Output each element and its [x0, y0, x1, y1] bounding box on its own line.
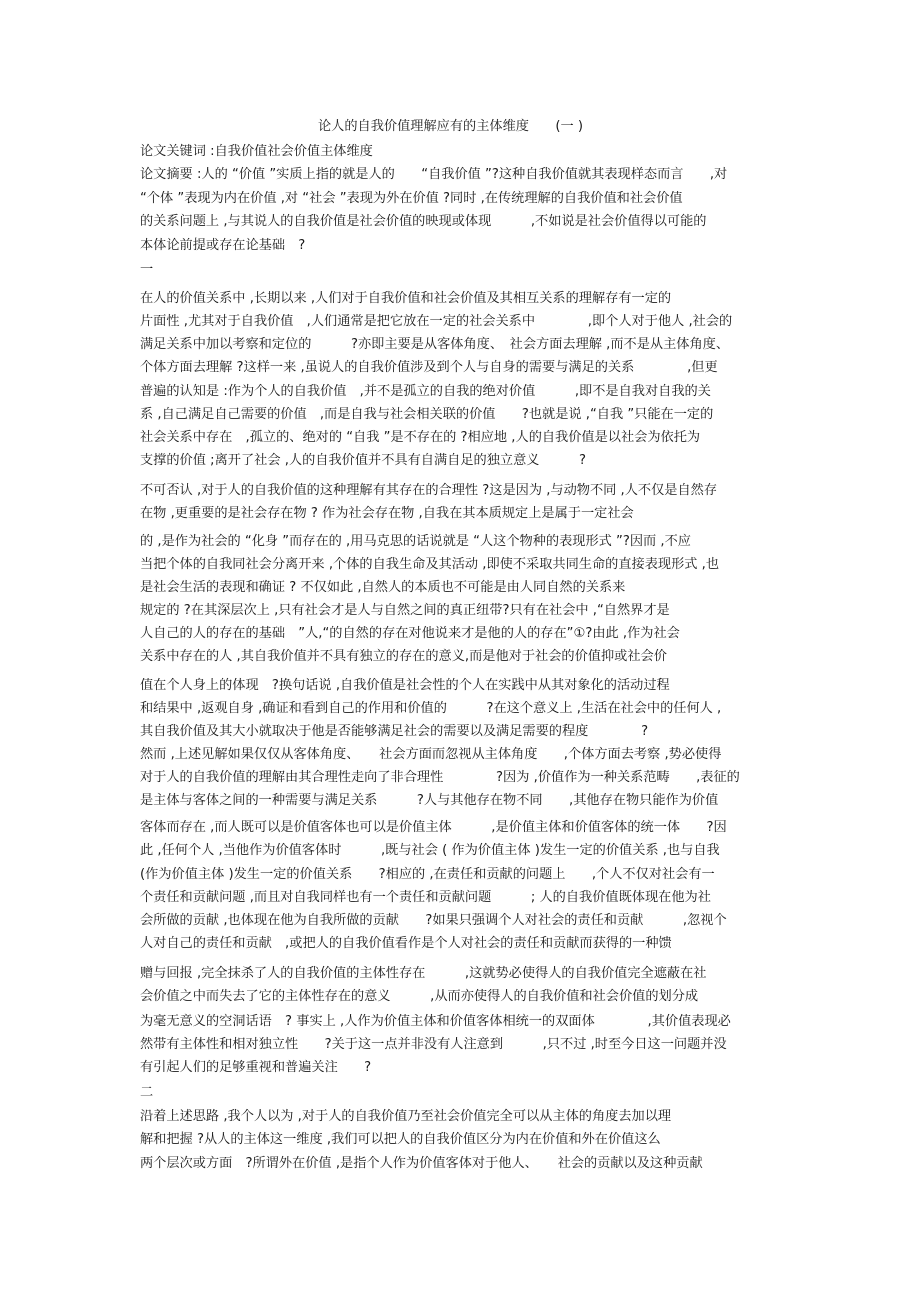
body-line: 会所做的贡献 ,也体现在他为自我所做的贡献 ?如果只强调个人对社会的责任和贡献 ,忽视个	[140, 913, 727, 928]
body-line: 解和把握 ?从人的主体这一维度 ,我们可以把人的自我价值区分为内在价值和外在价值这么	[140, 1132, 661, 1147]
body-line: 个责任和贡献问题 ,而且对自我同样也有一个责任和贡献问题 ; 人的自我价值既体现在他为社	[140, 890, 711, 905]
body-line: 客体而存在 ,而人既可以是价值客体也可以是价值主体 ,是价值主体和价值客体的统一体 ?因	[140, 820, 727, 835]
body-line: 当把个体的自我同社会分离开来 ,个体的自我生命及其活动 ,即使不采取共同生命的直接表现形式 ,也	[140, 557, 720, 572]
body-line: 的 ,是作为社会的 “化身 ”而存在的 ,用马克思的话说就是 “人这个物种的表现形式 ”?因而 ,不应	[140, 534, 691, 549]
body-line: 满足关系中加以考察和定位的 ?亦即主要是从客体角度、 社会方面去理解 ,而不是从主体角度、	[140, 337, 730, 352]
body-line: 此 ,任何个人 ,当他作为价值客体时 ,既与社会 ( 作为价值主体 )发生一定的价值关系 ,也与自我	[140, 843, 720, 858]
body-line: 其自我价值及其大小就取决于他是否能够满足社会的需要以及满足需要的程度 ?	[140, 724, 649, 739]
body-line: 支撑的价值 ;离开了社会 ,人的自我价值并不具有自满自足的独立意义 ?	[140, 453, 587, 468]
body-line: “个体 ”表现为内在价值 ,对 “社会 ”表现为外在价值 ?同时 ,在传统理解的自我价值和社会价值	[140, 191, 683, 206]
body-line: 论文摘要 :人的 “价值 ”实质上指的就是人的 “自我价值 ”?这种自我价值就其表现样态而言 ,对	[140, 167, 728, 182]
body-line: 对于人的自我价值的理解由其合理性走向了非合理性 ?因为 ,价值作为一种关系范畴 ,表征的	[140, 770, 740, 785]
body-line: 一	[140, 262, 154, 277]
body-line: 关系中存在的人 ,其自我价值并不具有独立的存在的意义,而是他对于社会的价值抑或社会价	[140, 649, 667, 664]
body-line: 是主体与客体之间的一种需要与满足关系 ?人与其他存在物不同 ,其他存在物只能作为价值	[140, 793, 719, 808]
body-line: 不可否认 ,对于人的自我价值的这种理解有其存在的合理性 ?这是因为 ,与动物不同 ,人不仅是自然存	[140, 483, 718, 498]
body-line: 值在个人身上的体现 ?换句话说 ,自我价值是社会性的个人在实践中从其对象化的活动过程	[140, 678, 670, 693]
body-line: 在物 ,更重要的是社会存在物 ? 作为社会存在物 ,自我在其本质规定上是属于一定社会	[140, 506, 634, 521]
body-line: 在人的价值关系中 ,长期以来 ,人们对于自我价值和社会价值及其相互关系的理解存有一定的	[140, 291, 672, 306]
body-line: 和结果中 ,返观自身 ,确证和看到自己的作用和价值的 ?在这个意义上 ,生活在社会中的任何人 ,	[140, 701, 722, 716]
body-line: 有引起人们的足够重视和普遍关注 ?	[140, 1060, 372, 1075]
body-line: 是社会生活的表现和确证 ? 不仅如此 ,自然人的本质也不可能是由人同自然的关系来	[140, 580, 626, 595]
body-line: 规定的 ?在其深层次上 ,只有社会才是人与自然之间的真正纽带?只有在社会中 ,“自然界才是	[140, 603, 670, 618]
body-line: 然带有主体性和相对独立性 ?关于这一点并非没有人注意到 ,只不过 ,时至今日这一问题并没	[140, 1037, 727, 1052]
body-line: 人自己的人的存在的基础 ”人,“的自然的存在对他说来才是他的人的存在”①?由此 ,作为社会	[140, 626, 680, 641]
body-line: 社会关系中存在 ,孤立的、绝对的 “自我 ”是不存在的 ?相应地 ,人的自我价值是以社会为依托为	[140, 430, 701, 445]
body-line: 本体论前提或存在论基础 ?	[140, 238, 306, 253]
body-line: 片面性 ,尤其对于自我价值 ,人们通常是把它放在一定的社会关系中 ,即个人对于他人 ,社会的	[140, 314, 733, 329]
body-line: 为毫无意义的空洞话语 ? 事实上 ,人作为价值主体和价值客体相统一的双面体 ,其价值表现必	[140, 1014, 731, 1029]
body-line: (作为价值主体 )发生一定的价值关系 ?相应的 ,在责任和贡献的问题上 ,个人不仅对社会有一	[140, 867, 715, 882]
body-line: 的关系问题上 ,与其说人的自我价值是社会价值的映现或体现 ,不如说是社会价值得以可能的	[140, 214, 707, 229]
body-line: 人对自己的责任和贡献 ,或把人的自我价值看作是个人对社会的责任和贡献而获得的一种馈	[140, 936, 672, 951]
body-line: 论文关键词 :自我价值社会价值主体维度	[140, 144, 373, 159]
body-line: 两个层次或方面 ?所谓外在价值 ,是指个人作为价值客体对于他人、 社会的贡献以及这种贡献	[140, 1156, 703, 1171]
body-line: 二	[140, 1085, 154, 1100]
body-line: 赠与回报 ,完全抹杀了人的自我价值的主体性存在 ,这就势必使得人的自我价值完全遮蔽在社	[140, 966, 707, 981]
body-line: 然而 ,上述见解如果仅仅从客体角度、 社会方面而忽视从主体角度 ,个体方面去考察 ,势必使得	[140, 747, 722, 762]
body-line: 个体方面去理解 ?这样一来 ,虽说人的自我价值涉及到个人与自身的需要与满足的关系 ,但更	[140, 360, 718, 375]
body-line: 会价值之中而失去了它的主体性存在的意义 ,从而亦使得人的自我价值和社会价值的划分成	[140, 989, 699, 1004]
body-line: 普遍的认知是 :作为个人的自我价值 ,并不是孤立的自我的绝对价值 ,即不是自我对自我的关	[140, 384, 711, 399]
body-line: 沿着上述思路 ,我个人以为 ,对于人的自我价值乃至社会价值完全可以从主体的角度去加以理	[140, 1109, 672, 1124]
body-line: 系 ,自己满足自己需要的价值 ,而是自我与社会相关联的价值 ?也就是说 ,“自我 ”只能在一定的	[140, 407, 714, 422]
document-title: 论人的自我价值理解应有的主体维度 (一 )	[318, 119, 584, 134]
